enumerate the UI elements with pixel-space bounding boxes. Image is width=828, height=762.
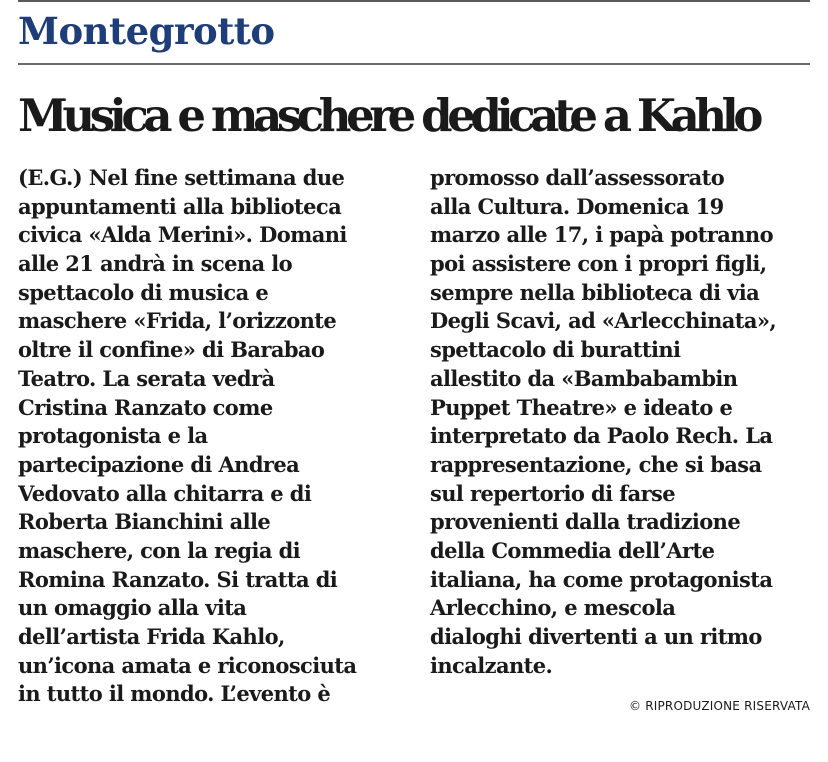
article-text-line: provenienti dalla tradizione: [430, 509, 741, 535]
article-text-line: maschere, con la regia di: [18, 537, 301, 563]
article-text-line: Puppet Theatre» e ideato e: [430, 394, 733, 420]
article-text-line: marzo alle 17, i papà potranno: [430, 222, 773, 248]
article-text-line: incalzante.: [430, 652, 553, 678]
article-text-line: appuntamenti alla biblioteca: [18, 193, 342, 219]
article-text-line: Vedovato alla chitarra e di: [18, 480, 312, 506]
article-text-line: poi assistere con i propri figli,: [430, 251, 767, 277]
article-text-line: rappresentazione, che si basa: [430, 451, 762, 477]
article-body-right-column: [430, 164, 820, 680]
article-text-line: partecipazione di Andrea: [18, 451, 300, 477]
article-text-line: italiana, ha come protagonista: [430, 566, 773, 592]
article-text-line: della Commedia dell’Arte: [430, 537, 715, 563]
article-text-line: maschere «Frida, l’orizzonte: [18, 308, 337, 334]
article-text-line: alle 21 andrà in scena lo: [18, 251, 293, 277]
article-text-line: protagonista e la: [18, 423, 208, 449]
article-text-line: in tutto il mondo. L’evento è: [18, 681, 331, 707]
article-text-line: civica «Alda Merini». Domani: [18, 222, 347, 248]
article-headline: Musica e maschere dedicate a Kahlo: [18, 89, 758, 142]
top-divider: [18, 0, 810, 2]
article-body-left-column: [18, 164, 408, 709]
article-text-line: allestito da «Bambabambin: [430, 365, 738, 391]
article-text-line: spettacolo di musica e: [18, 279, 269, 305]
copyright-notice: © RIPRODUZIONE RISERVATA: [629, 699, 810, 713]
article-text-line: dialoghi divertenti a un ritmo: [430, 624, 762, 649]
article-text-line: oltre il confine» di Barabao: [18, 337, 325, 363]
section-divider: [18, 63, 810, 65]
article-text-line: dell’artista Frida Kahlo,: [18, 624, 285, 649]
article-text-line: Teatro. La serata vedrà: [18, 365, 275, 391]
article-text-line: Arlecchino, e mescola: [430, 595, 676, 621]
article-text-line: sempre nella biblioteca di via: [430, 279, 760, 305]
article-text-line: promosso dall’assessorato: [430, 165, 725, 190]
section-label: Montegrotto: [18, 9, 275, 53]
article-text-line: interpretato da Paolo Rech. La: [430, 423, 773, 449]
article-text-line: spettacolo di burattini: [430, 337, 681, 363]
article-text-line: Roberta Bianchini alle: [18, 509, 271, 535]
article-text-line: alla Cultura. Domenica 19: [430, 193, 724, 219]
article-text-line: Degli Scavi, ad «Arlecchinata»,: [430, 308, 777, 334]
article-text-line: sul repertorio di farse: [430, 480, 676, 506]
article-text-line: Cristina Ranzato come: [18, 394, 273, 420]
article-text-line: Romina Ranzato. Si tratta di: [18, 566, 338, 592]
article-text-line: un omaggio alla vita: [18, 595, 247, 621]
article-text-line: un’icona amata e riconosciuta: [18, 652, 357, 678]
article-text-line: (E.G.) Nel fine settimana due: [18, 165, 345, 190]
